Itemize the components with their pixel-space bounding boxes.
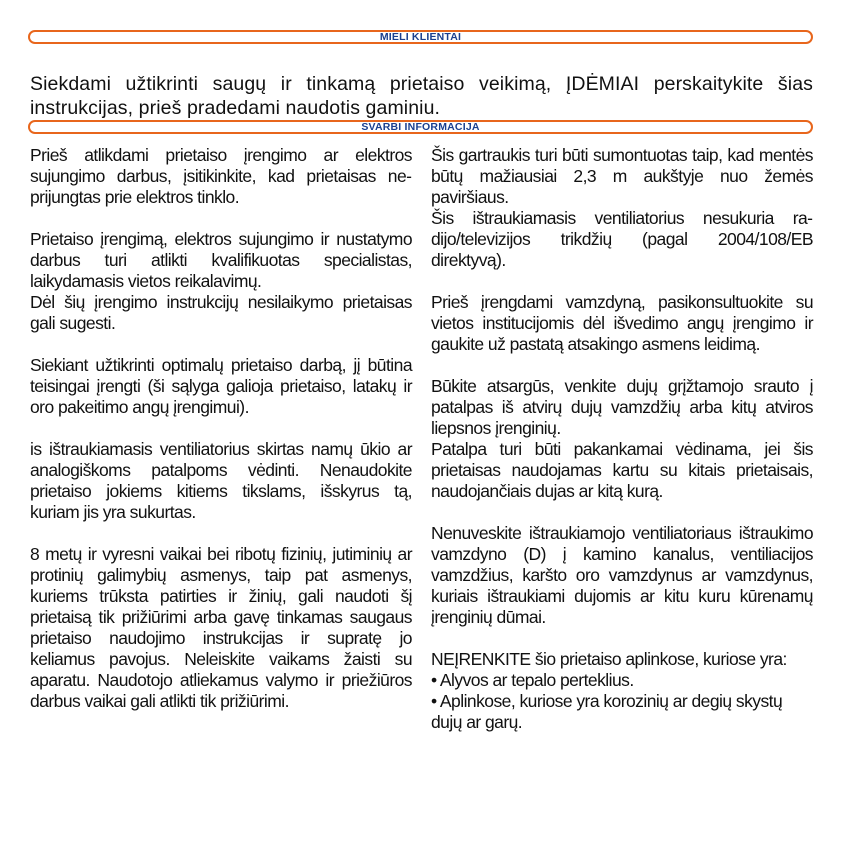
section-header-dear-customers: MIELI KLIENTAI [28,30,813,44]
paragraph-authorities: Prieš įrengdami vamzdyną, pasikonsultuokite su vietos institucijomis dėl išvedimo angų įrengimo ir gaukite už pastatą atsakingo asmens leidimą. [431,292,813,354]
paragraph-ventilation: Patalpa turi būti pakankamai vėdinama, jei šis prietaisas naudojamas kartu su kitais prietaisais, naudojančiais dujas ar kitą kurą. [431,439,813,501]
paragraph-mounting-height: Šis gartraukis turi būti sumontuotas taip, kad mentės būtų mažiausiai 2,3 m aukštyje nuo žemės paviršiaus. [431,145,813,207]
intro-paragraph: Siekdami užtikrinti saugų ir tinkamą prietaiso veikimą, ĮDĖMIAI perskaitykite šias instrukcijas, prieš pradedami naudotis gaminiu. [30,72,813,119]
paragraph-qualified-installer: Prietaiso įrengimą, elektros sujungimo ir nustatymo darbus turi atlikti kvalifikuotas specialistas, laikydamasis vietos reikalavimų. [30,229,412,291]
paragraph-disconnect-power: Prieš atlikdami prietaiso įrengimo ar elektros sujungimo darbus, įsitikinkite, kad prietaisas neprijungtas prie elektros tinklo. [30,145,412,207]
paragraph-damage-warning: Dėl šių įrengimo instrukcijų nesilaikymo prietaisas gali sugesti. [30,292,412,333]
paragraph-radio-interference: Šis ištraukiamasis ventiliatorius nesukuria radijo/televizijos trikdžių (pagal 2004/108/EB direktyvą). [431,208,813,270]
right-column [431,145,813,733]
paragraph-intended-use: is ištraukiamasis ventiliatorius skirtas namų ūkio ar analogiškoms patalpoms vėdinti. Nenaudokite prietaiso jokiems kitiems tikslams, išskyrus tą, kuriam jis yra sukurtas. [30,439,412,522]
list-item-corrosive-gases: • Aplinkose, kuriose yra korozinių ar degių skystų dujų ar garų. [431,691,783,732]
list-item-oil-grease: • Alyvos ar tepalo perteklius. [431,670,634,690]
paragraph-children-safety: 8 metų ir vyresni vaikai bei ribotų fizinių, jutiminių ar protinių galimybių asmenys, taip pat asmenys, kuriems trūksta patirties ir žinių, gali naudoti šį prietaisą tik prižiūrimi arba gavę tinkamas saugaus prietaiso naudojimo instrukcijas ir supratę jo keliamus pavojus. Neleiskite vaikams žaisti su aparatu. Naudotojo atliekamus valymo ir priežiūros darbus vaikai gali atlikti tik prižiūrimi. [30,544,412,711]
section-header-important-info: SVARBI INFORMACIJA [28,120,813,134]
left-column [30,145,412,712]
paragraph-correct-installation: Siekiant užtikrinti optimalų prietaiso darbą, jį būtina teisingai įrengti (ši sąlyga galioja prietaiso, latakų ir oro pakeitimo angų įrengimui). [30,355,412,417]
paragraph-exhaust-ducts: Nenuveskite ištraukiamojo ventiliatoriaus ištraukimo vamzdyno (D) į kamino kanalus, ventiliacijos vamzdžius, karšto oro vamzdynus ar vamzdynus, kuriais ištraukiami dujomis ar kitu kuru kūrenamų įrenginių dūmai. [431,523,813,627]
paragraph-gas-backflow: Būkite atsargūs, venkite dujų grįžtamojo srauto į patalpas iš atvirų dujų vamzdžių arba kitų atviros liepsnos įrenginių. [431,376,813,438]
paragraph-do-not-install: NEĮRENKITE šio prietaiso aplinkose, kuriose yra: [431,649,787,669]
